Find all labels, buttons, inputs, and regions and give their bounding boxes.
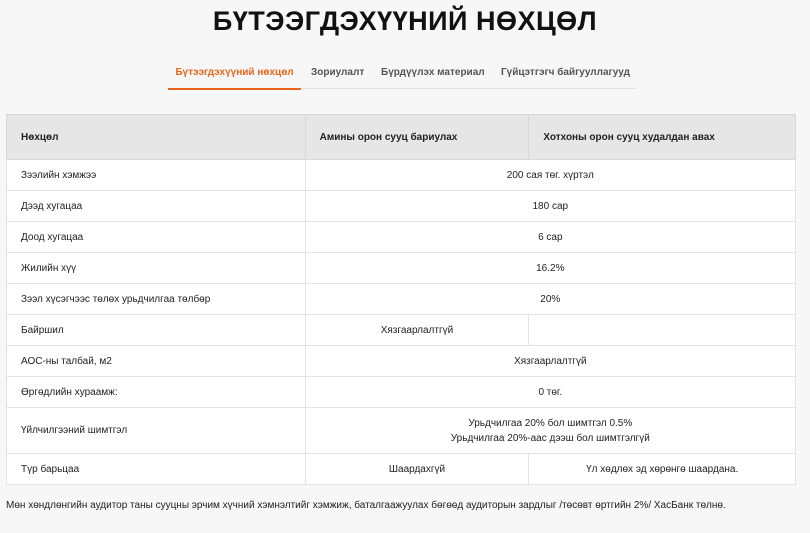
tab-purpose[interactable]: Зориулалт	[311, 67, 365, 78]
page-title: БҮТЭЭГДЭХҮҮНИЙ НӨХЦӨЛ	[212, 6, 598, 36]
service-fee-line-1: Урьдчилгаа 20% бол шимтгэл 0.5%	[468, 417, 633, 429]
row-label: Байршил	[7, 315, 306, 346]
table-row	[7, 408, 796, 454]
row-value: Хязгаарлалтгүй	[305, 346, 795, 377]
table-row	[7, 284, 796, 315]
row-value: 6 сар	[305, 222, 795, 253]
header-apartment-purchase: Хотхоны орон сууц худалдан авах	[529, 115, 796, 160]
row-label: Дээд хугацаа	[7, 191, 306, 222]
header-private-house: Амины орон сууц бариулах	[305, 115, 529, 160]
table-row	[7, 253, 796, 284]
table-row	[7, 454, 796, 485]
row-value: 20%	[305, 284, 795, 315]
row-label: АОС-ны талбай, м2	[7, 346, 306, 377]
table-row	[7, 222, 796, 253]
table-row	[7, 346, 796, 377]
row-label: Үйлчилгээний шимтгэл	[7, 408, 306, 454]
row-value: 200 сая төг. хүртэл	[305, 160, 795, 191]
conditions-table	[6, 114, 796, 485]
table-row	[7, 315, 796, 346]
row-value-apartment	[529, 315, 796, 346]
tab-contractors[interactable]: Гүйцэтгэгч байгууллагууд	[501, 67, 630, 78]
footnote: Мөн хөндлөнгийн аудитор таны сууцны эрчим хүчний хэмнэлтийг хэмжиж, баталгаажуулах бөгөөд аудиторын зардлыг /төсөвт өртгийн 2%/ ХасБанк төлнө.	[6, 500, 726, 511]
header-condition: Нөхцөл	[7, 115, 306, 160]
row-label: Жилийн хүү	[7, 253, 306, 284]
row-value: 180 сар	[305, 191, 795, 222]
row-label: Түр барьцаа	[7, 454, 306, 485]
tab-product-conditions[interactable]: Бүтээгдэхүүний нөхцөл	[168, 60, 301, 90]
row-label: Доод хугацаа	[7, 222, 306, 253]
row-value: 0 төг.	[305, 377, 795, 408]
table-header-row	[7, 115, 796, 160]
row-value: 16.2%	[305, 253, 795, 284]
row-label: Зээл хүсэгчээс төлөх урьдчилгаа төлбөр	[7, 284, 306, 315]
table-row	[7, 377, 796, 408]
row-value	[305, 408, 795, 454]
row-label: Өргөдлийн хураамж:	[7, 377, 306, 408]
table-row	[7, 160, 796, 191]
row-value-private-house: Шаардахгүй	[305, 454, 529, 485]
service-fee-line-2: Урьдчилгаа 20%-аас дээш бол шимтгэлгүй	[450, 432, 650, 444]
table-row	[7, 191, 796, 222]
row-value-apartment: Үл хөдлөх эд хөрөнгө шаардана.	[529, 454, 796, 485]
tab-bar	[168, 60, 636, 89]
tab-required-documents[interactable]: Бүрдүүлэх материал	[381, 67, 485, 78]
row-value-private-house: Хязгаарлалтгүй	[305, 315, 529, 346]
row-label: Зээлийн хэмжээ	[7, 160, 306, 191]
